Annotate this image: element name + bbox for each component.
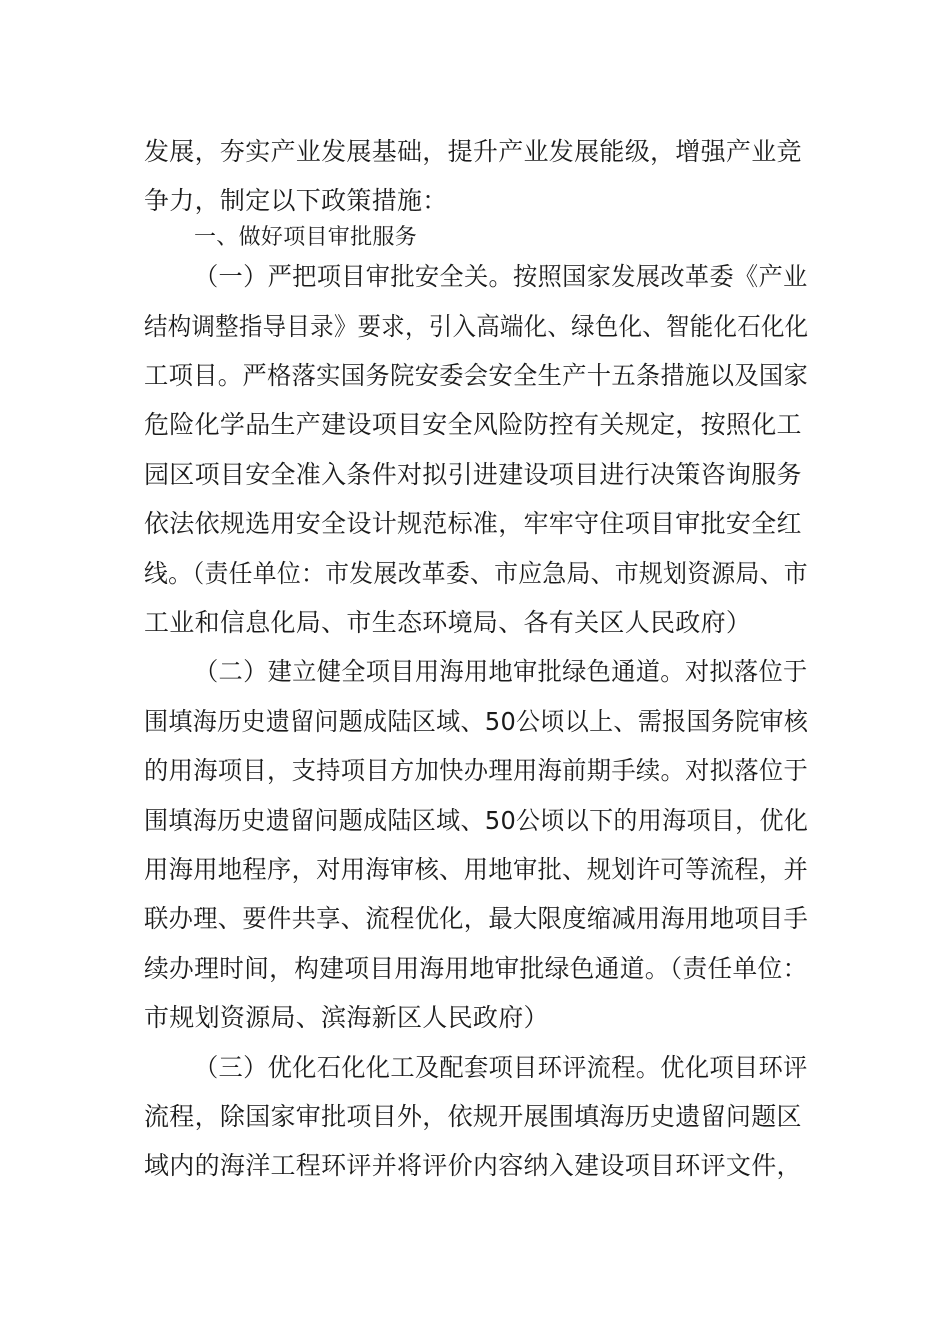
paragraph-2-line-2: 围填海历史遗留问题成陆区域、50公顷以上、需报国务院审核 xyxy=(144,707,809,736)
paragraph-2-line-3: 的用海项目，支持项目方加快办理用海前期手续。对拟落位于 xyxy=(144,756,809,785)
paragraph-3-line-2: 流程，除国家审批项目外，依规开展围填海历史遗留问题区 xyxy=(144,1102,802,1131)
intro-line-1: 发展，夯实产业发展基础，提升产业发展能级，增强产业竞 xyxy=(144,137,802,166)
intro-line-2: 争力，制定以下政策措施： xyxy=(144,186,448,215)
paragraph-1-line-7: 线。（责任单位：市发展改革委、市应急局、市规划资源局、市 xyxy=(144,559,808,588)
paragraph-1-line-1: （一）严把项目审批安全关。按照国家发展改革委《产业 xyxy=(194,262,808,291)
paragraph-1-line-2: 结构调整指导目录》要求，引入高端化、绿色化、智能化石化化 xyxy=(144,312,809,341)
paragraph-3-line-1: （三）优化石化化工及配套项目环评流程。优化项目环评 xyxy=(194,1053,808,1082)
paragraph-1-line-3: 工项目。严格落实国务院安委会安全生产十五条措施以及国家 xyxy=(144,361,809,390)
paragraph-2-line-1: （二）建立健全项目用海用地审批绿色通道。对拟落位于 xyxy=(194,657,808,686)
paragraph-2-line-8: 市规划资源局、滨海新区人民政府） xyxy=(144,1003,549,1032)
section-heading: 一、做好项目审批服务 xyxy=(194,225,418,250)
paragraph-3-line-3: 域内的海洋工程环评并将评价内容纳入建设项目环评文件， xyxy=(144,1151,802,1180)
paragraph-2-line-7: 续办理时间，构建项目用海用地审批绿色通道。（责任单位： xyxy=(144,954,808,983)
paragraph-1-line-8: 工业和信息化局、市生态环境局、各有关区人民政府） xyxy=(144,608,752,637)
paragraph-2-line-4: 围填海历史遗留问题成陆区域、50公顷以下的用海项目，优化 xyxy=(144,806,809,835)
paragraph-1-line-5: 园区项目安全准入条件对拟引进建设项目进行决策咨询服务 xyxy=(144,460,802,489)
paragraph-1-line-6: 依法依规选用安全设计规范标准，牢牢守住项目审批安全红 xyxy=(144,509,802,538)
paragraph-2-line-5: 用海用地程序，对用海审核、用地审批、规划许可等流程，并 xyxy=(144,855,809,884)
paragraph-2-line-6: 联办理、要件共享、流程优化，最大限度缩减用海用地项目手 xyxy=(144,904,809,933)
paragraph-1-line-4: 危险化学品生产建设项目安全风险防控有关规定，按照化工 xyxy=(144,410,802,439)
